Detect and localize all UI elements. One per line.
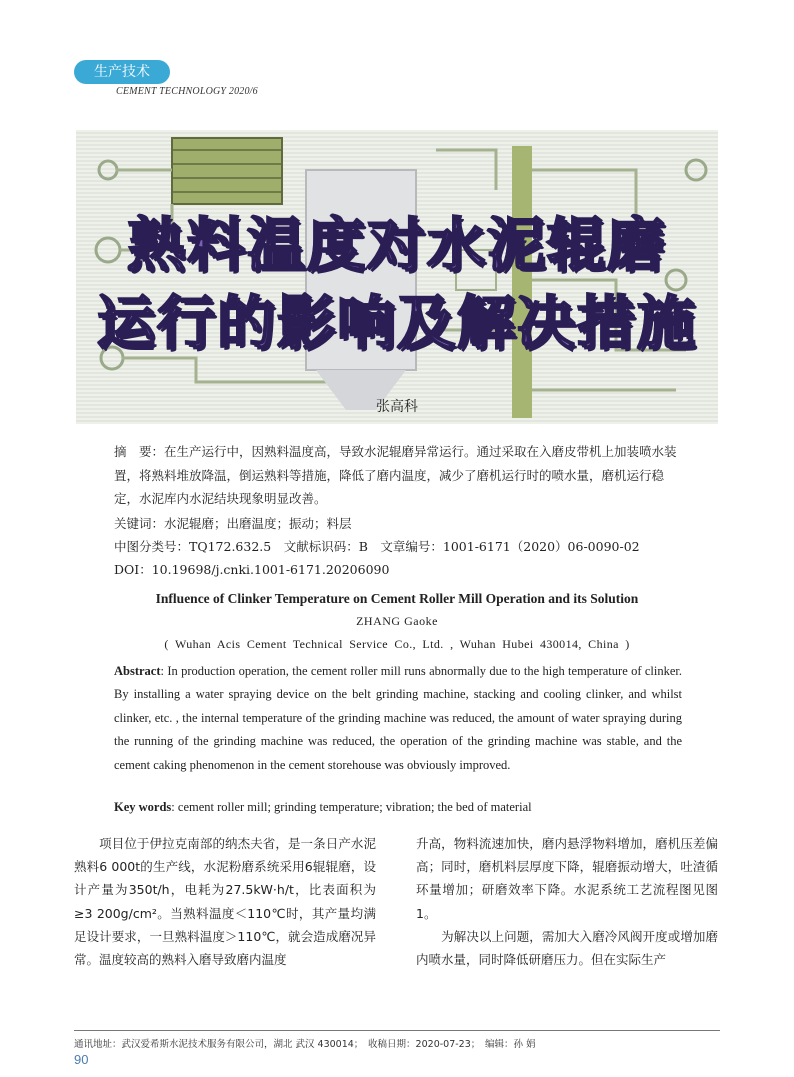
keywords-label: 关键词： [114, 516, 165, 531]
chinese-abstract [114, 440, 684, 511]
footer-divider [74, 1030, 720, 1031]
body-column-left: 项目位于伊拉克南部的纳杰夫省，是一条日产水泥熟料6 000t的生产线，水泥粉磨系统采用6辊辊磨，设计产量为350t/h，电耗为27.5kW·h/t，比表面积为≥3 200g/cm²。当熟料温度＜110℃时，其产量均满足设计要求，一旦熟料温度＞110℃，就会造成磨况异常。温度较高的熟料入磨导致磨内温度 [74, 836, 376, 968]
body-column-right: 升高，物料流速加快，磨内悬浮物料增加，磨机压差偏高；同时，磨机料层厚度下降，辊磨振动增大，吐渣循环量增加；研磨效率下降。水泥系统工艺流程图见图1。 为解决以上问题，需加大入磨冷风阀开度或增加磨内喷水量，同时降低研磨压力。但在实际生产 [416, 836, 718, 968]
english-abstract-text: : In production operation, the cement roller mill runs abnormally due to the high temperature of clinker. By installing a water spraying device on the belt grinding machine, stacking and cooling clinker, and whilst clinker, etc. , the internal temperature of the grinding machine was reduced, the amount of water spraying during the running of the grinding machine was reduced, the operation of the grinding machine was stable, and the cement caking phenomenon in the cement storehouse was obviously improved. [114, 664, 682, 772]
page-number: 90 [74, 1052, 89, 1067]
english-author: ZHANG Gaoke [356, 614, 438, 628]
english-abstract [114, 660, 682, 777]
english-abstract-label: Abstract [114, 664, 161, 678]
english-keywords-label: Key words [114, 800, 172, 814]
doi-line: DOI：10.19698/j.cnki.1001-6171.20206090 [114, 562, 390, 577]
keywords-text: 水泥辊磨；出磨温度；振动；料层 [164, 516, 352, 531]
footer-note: 通讯地址：武汉爱希斯水泥技术服务有限公司，湖北 武汉 430014； 收稿日期：2020-07-23； 编辑：孙 娟 [74, 1039, 536, 1050]
abstract-text: 在生产运行中，因熟料温度高，导致水泥辊磨异常运行。通过采取在入磨皮带机上加装喷水装置，将熟料堆放降温，倒运熟料等措施，降低了磨内温度，减少了磨机运行时的喷水量，磨机运行稳定，水泥库内水泥结块现象明显改善。 [114, 444, 677, 506]
title-line-2: 运行的影响及解决措施 [96, 289, 697, 357]
journal-header: CEMENT TECHNOLOGY 2020/6 [116, 86, 258, 97]
english-title: Influence of Clinker Temperature on Cement Roller Mill Operation and its Solution [155, 591, 639, 606]
abstract-label: 摘 要： [114, 444, 165, 459]
english-keywords-text: : cement roller mill; grinding temperature; vibration; the bed of material [171, 800, 532, 814]
title-banner [76, 130, 718, 424]
author-name: 张高科 [376, 399, 418, 415]
english-affiliation: ( Wuhan Acis Cement Technical Service Co., Ltd. , Wuhan Hubei 430014, China ) [164, 637, 630, 651]
classification-line: 中图分类号：TQ172.632.5 文献标识码：B 文章编号：1001-6171（2020）06-0090-02 [114, 539, 640, 554]
english-keywords [114, 800, 682, 815]
section-tag: 生产技术 [74, 60, 170, 84]
chinese-keywords [114, 512, 684, 536]
title-line-1: 熟料温度对水泥辊磨 [126, 211, 667, 279]
